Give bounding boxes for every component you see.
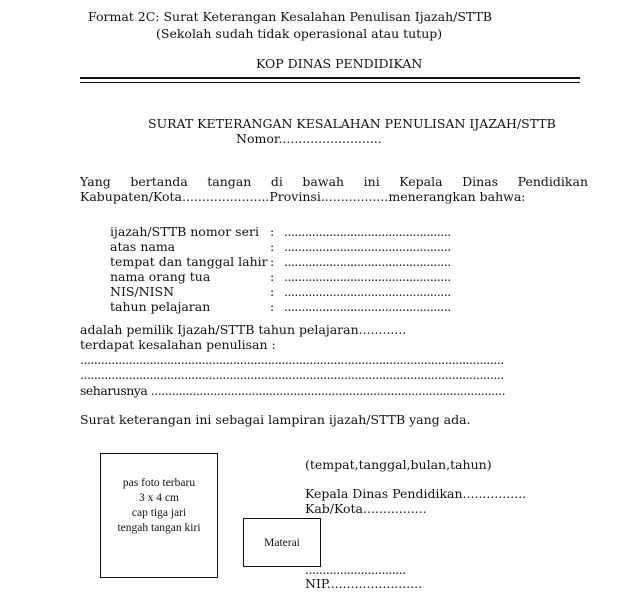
field-colon: : [270, 284, 275, 299]
field-colon: : [270, 254, 275, 269]
intro-line-2: Kabupaten/Kota......................Provinsi.................menerangkan bahwa: [80, 189, 526, 204]
field-label: ijazah/STTB nomor seri [110, 224, 259, 239]
photo-line-2: 3 x 4 cm [139, 492, 179, 504]
field-value: ................................................ [284, 239, 451, 254]
intro-line-1: Yang bertanda tangan di bawah ini Kepala Dinas Pendidikan [80, 174, 588, 189]
kesalahan-dots-2: .......................................................................................................................... [80, 367, 504, 382]
field-value: ................................................ [284, 299, 451, 314]
field-label: NIS/NISN [110, 284, 175, 299]
kesalahan-dots-1: .......................................................................................................................... [80, 352, 504, 367]
nomor-field: Nomor.......................... [236, 131, 382, 146]
seharusnya-line: seharusnya ...................................................................................................... [80, 383, 506, 398]
materai-box [243, 518, 321, 567]
kop-rule-thin [80, 82, 580, 83]
field-value: ................................................ [284, 254, 451, 269]
field-colon: : [270, 299, 275, 314]
kop-title: KOP DINAS PENDIDIKAN [256, 56, 423, 71]
materai-label: Materai [264, 537, 300, 549]
format-label: Format 2C: Surat Keterangan Kesalahan Penulisan Ijazah/STTB [88, 9, 493, 24]
photo-box [100, 453, 218, 578]
signatory-name-line: ............................. [305, 562, 406, 577]
document-title: SURAT KETERANGAN KESALAHAN PENULISAN IJAZAH/STTB [148, 116, 556, 131]
kab-kota: Kab/Kota................ [305, 501, 427, 516]
place-date: (tempat,tanggal,bulan,tahun) [305, 457, 492, 472]
kop-rule-thick [80, 77, 580, 79]
field-value: ................................................ [284, 284, 451, 299]
photo-line-4: tengah tangan kiri [117, 522, 201, 534]
position-title: Kepala Dinas Pendidikan................ [305, 486, 527, 501]
photo-line-1: pas foto terbaru [122, 477, 196, 489]
photo-line-3: cap tiga jari [131, 507, 187, 519]
field-colon: : [270, 269, 275, 284]
pemilik-line: adalah pemilik Ijazah/STTB tahun pelajaran............ [80, 322, 407, 337]
field-value: ................................................ [284, 224, 451, 239]
field-label: atas nama [110, 239, 176, 254]
field-label: nama orang tua [110, 269, 211, 284]
format-subtitle: (Sekolah sudah tidak operasional atau tutup) [156, 26, 443, 41]
lampiran-line: Surat keterangan ini sebagai lampiran ijazah/STTB yang ada. [80, 412, 471, 427]
field-label: tahun pelajaran [110, 299, 211, 314]
field-label: tempat dan tanggal lahir [110, 254, 268, 269]
kesalahan-label: terdapat kesalahan penulisan : [80, 337, 276, 352]
field-colon: : [270, 239, 275, 254]
field-value: ................................................ [284, 269, 451, 284]
nip-field: NIP........................ [305, 576, 423, 591]
field-colon: : [270, 224, 275, 239]
